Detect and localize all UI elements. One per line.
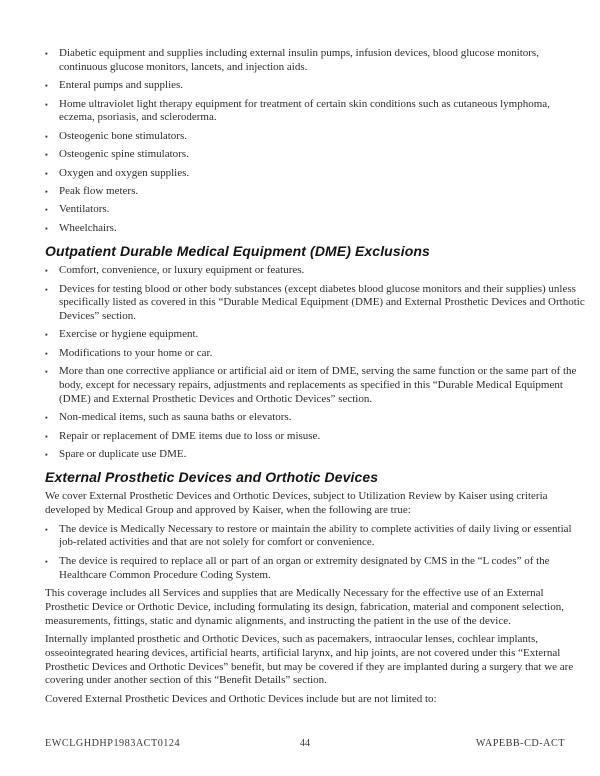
list-item-text: Repair or replacement of DME items due to loss or misuse. [59, 429, 321, 442]
section-heading-external-prosthetic: External Prosthetic Devices and Orthotic Devices [45, 468, 379, 485]
external-prosthetic-intro: We cover External Prosthetic Devices and Orthotic Devices, subject to Utilization Review by Kaiser using criteria developed by Medical Group and approved by Kaiser, when the following are true: [45, 490, 548, 517]
footer-page-number: 44 [299, 738, 311, 749]
list-item-text: Exercise or hygiene equipment. [59, 328, 199, 341]
bullet-icon: ▪ [45, 556, 48, 566]
bullet-icon: ▪ [45, 266, 48, 276]
coverage-includes-paragraph: This coverage includes all Services and supplies that are Medically Necessary for the effective use of an External Prosthetic Device or Orthotic Device, including formulating its design, fabrication, material and component selection, measurements, fittings, static and dynamic alignments, and instructing the patient in the use of the device. [45, 586, 564, 627]
bullet-icon: ▪ [45, 99, 48, 109]
section-heading-dme-exclusions: Outpatient Durable Medical Equipment (DME) Exclusions [45, 242, 430, 259]
list-item-text: Enteral pumps and supplies. [59, 79, 184, 92]
list-item [45, 203, 585, 217]
bullet-icon: ▪ [45, 431, 48, 441]
list-item-text: More than one corrective appliance or artificial aid or item of DME, serving the same function or the same part of the body, except for necessary repairs, adjustments and replacements as specified in this “Durable Medical Equipment (DME) and External Prosthetic Devices and Orthotic Devices” section. [59, 365, 577, 405]
list-item [45, 555, 585, 583]
list-item [45, 185, 585, 199]
list-item-text: Non-medical items, such as sauna baths or elevators. [59, 411, 292, 424]
list-item-text: Spare or duplicate use DME. [59, 448, 187, 461]
bullet-icon: ▪ [45, 49, 48, 58]
list-item [45, 264, 585, 278]
bullet-icon: ▪ [45, 367, 48, 377]
bullet-icon: ▪ [45, 81, 48, 91]
list-item-text: Osteogenic spine stimulators. [59, 148, 189, 161]
page-footer [45, 738, 565, 750]
list-item-text: Oxygen and oxygen supplies. [59, 166, 190, 179]
list-item [45, 430, 585, 444]
list-item [45, 47, 585, 75]
external-prosthetic-criteria-list [45, 523, 585, 583]
list-item-text: The device is Medically Necessary to restore or maintain the ability to complete activities of daily living or essential job-related activities and that are not solely for comfort or convenience. [59, 522, 572, 549]
dme-exclusions-list [45, 264, 585, 462]
covered-dme-items-list [45, 47, 585, 236]
list-item [45, 148, 585, 162]
list-item [45, 328, 585, 342]
bullet-icon: ▪ [45, 186, 48, 196]
bullet-icon: ▪ [45, 524, 48, 534]
list-item-text: Ventilators. [59, 203, 110, 216]
list-item-text: Home ultraviolet light therapy equipment for treatment of certain skin conditions such as cutaneous lymphoma, eczema, psoriasis, and scleroderma. [59, 97, 550, 124]
internally-implanted-paragraph: Internally implanted prosthetic and Orthotic Devices, such as pacemakers, intraocular lenses, cochlear implants, osseointegrated hearing devices, artificial hearts, artificial larynx, and hip joints, are not covered under this “External Prosthetic Devices and Orthotic Devices” benefit, but may be covered if they are implanted during a surgery that we are covering under another section of this “Benefit Details” section. [45, 632, 574, 687]
list-item-text: Comfort, convenience, or luxury equipment or features. [59, 264, 305, 277]
list-item [45, 347, 585, 361]
list-item [45, 167, 585, 181]
list-item [45, 130, 585, 144]
bullet-icon: ▪ [45, 223, 48, 233]
list-item-text: Peak flow meters. [59, 184, 139, 197]
footer-document-id: EWCLGHDHP1983ACT0124 [45, 738, 181, 749]
list-item [45, 98, 585, 126]
list-item [45, 79, 585, 93]
bullet-icon: ▪ [45, 330, 48, 340]
bullet-icon: ▪ [45, 450, 48, 460]
list-item-text: Wheelchairs. [59, 221, 117, 234]
footer-form-code: WAPEBB-CD-ACT [475, 738, 565, 749]
list-item-text: Osteogenic bone stimulators. [59, 129, 188, 142]
list-item [45, 365, 585, 406]
list-item [45, 411, 585, 425]
list-item [45, 283, 585, 324]
list-item [45, 222, 585, 236]
list-item [45, 523, 585, 551]
bullet-icon: ▪ [45, 348, 48, 358]
list-item-text: Devices for testing blood or other body substances (except diabetes blood glucose monitors and their supplies) unless specifically listed as covered in this “Durable Medical Equipment (DME) and External Prosthetic Devices and Orthotic Devices” section. [59, 282, 585, 323]
list-item-text: Modifications to your home or car. [59, 346, 213, 359]
bullet-icon: ▪ [45, 150, 48, 160]
list-item-text: Diabetic equipment and supplies including external insulin pumps, infusion devices, blood glucose monitors, continuous glucose monitors, lancets, and injection aids. [59, 47, 539, 73]
bullet-icon: ▪ [45, 131, 48, 141]
covered-devices-lead-paragraph: Covered External Prosthetic Devices and Orthotic Devices include but are not limited to: [45, 692, 437, 705]
list-item [45, 448, 585, 462]
list-item-text: The device is required to replace all or part of an organ or extremity designated by CMS in the “L codes” of the Healthcare Common Procedure Coding System. [59, 554, 550, 581]
bullet-icon: ▪ [45, 284, 48, 294]
page-content [45, 47, 585, 711]
bullet-icon: ▪ [45, 168, 48, 178]
bullet-icon: ▪ [45, 205, 48, 215]
bullet-icon: ▪ [45, 413, 48, 423]
